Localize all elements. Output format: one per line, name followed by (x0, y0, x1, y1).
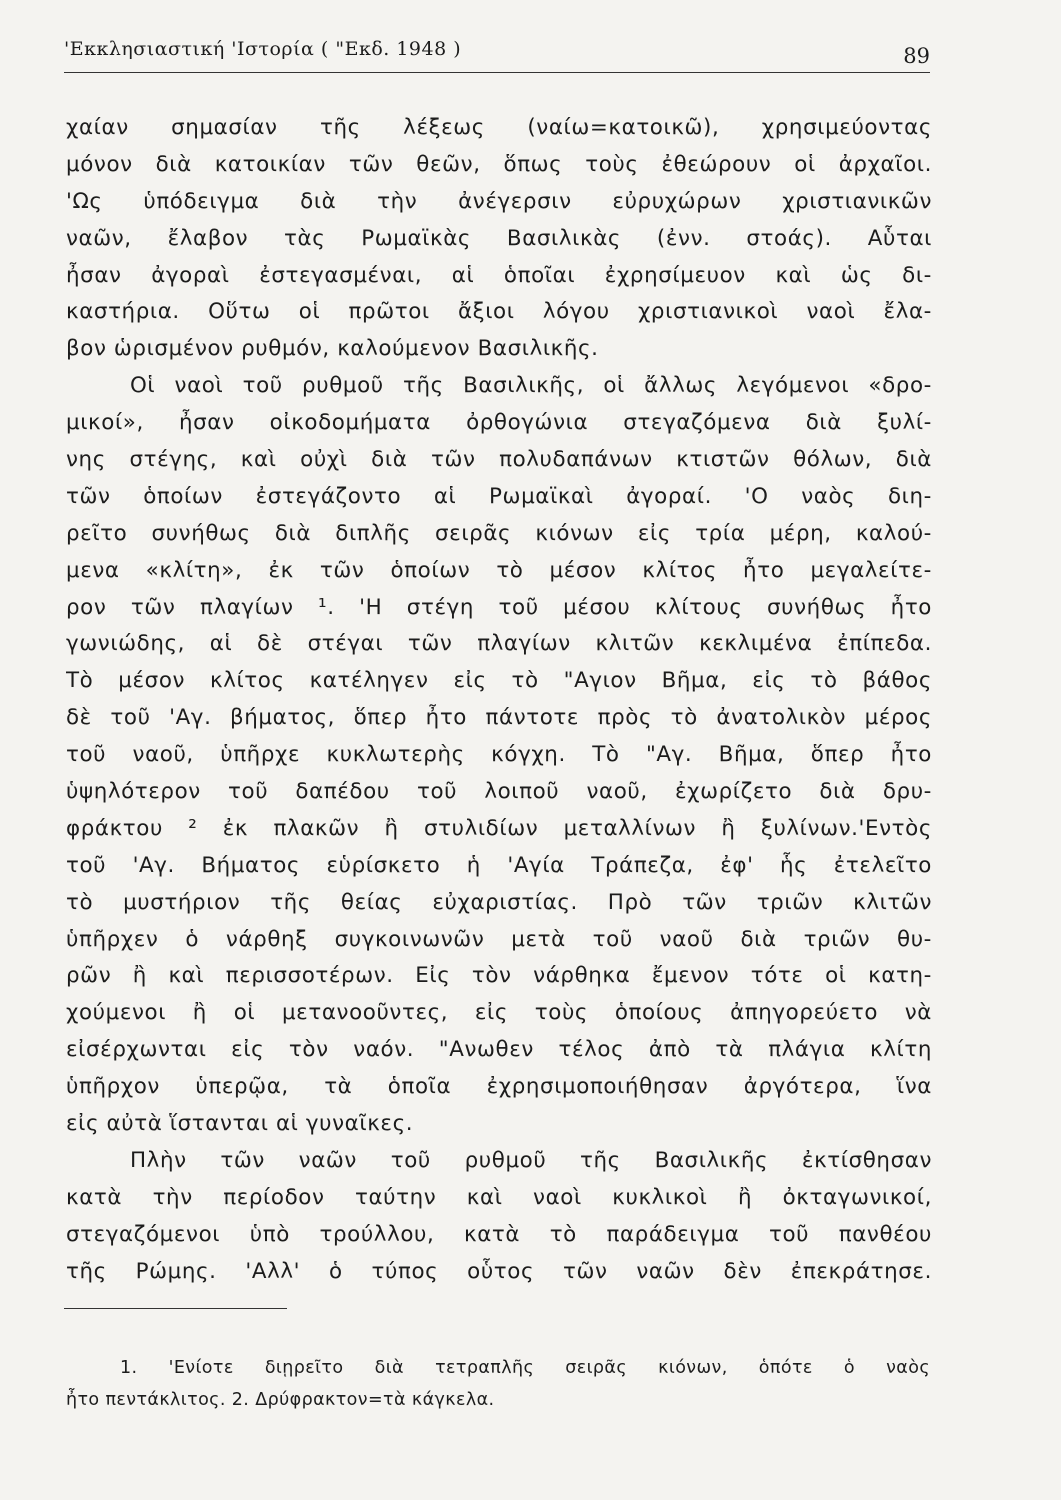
text-line: ἦσαν ἀγοραὶ ἐστεγασμέναι, αἱ ὁποῖαι ἐχρησίμευον καὶ ὡς δι- (66, 262, 932, 288)
text-line: τῶν ὁποίων ἐστεγάζοντο αἱ Ρωμαϊκαὶ ἀγοραί. 'Ο ναὸς διη- (66, 483, 932, 509)
text-line: τὸ μυστήριον τῆς θείας εὐχαριστίας. Πρὸ τῶν τριῶν κλιτῶν (66, 889, 932, 915)
text-line: ὑπῆρχον ὑπερῷα, τὰ ὁποῖα ἐχρησιμοποιήθησαν ἀργότερα, ἵνα (66, 1074, 932, 1100)
text-line: νης στέγης, καὶ οὐχὶ διὰ τῶν πολυδαπάνων κτιστῶν θόλων, διὰ (66, 447, 932, 473)
body-text (66, 110, 932, 1291)
text-line: μικοί», ἦσαν οἰκοδομήματα ὀρθογώνια στεγαζόμενα διὰ ξυλί- (66, 410, 932, 436)
text-line: δὲ τοῦ 'Αγ. βήματος, ὅπερ ἦτο πάντοτε πρὸς τὸ ἀνατολικὸν μέρος (66, 705, 932, 731)
text-line: ναῶν, ἔλαβον τὰς Ρωμαϊκὰς Βασιλικὰς (ἐνν. στοάς). Αὗται (66, 225, 932, 251)
text-line: μενα «κλίτη», ἐκ τῶν ὁποίων τὸ μέσον κλίτος ἦτο μεγαλείτε- (66, 557, 932, 583)
text-line: χαίαν σημασίαν τῆς λέξεως (ναίω=κατοικῶ), χρησιμεύοντας (66, 115, 932, 140)
text-line: εἰσέρχωνται εἰς τὸν ναόν. "Ανωθεν τέλος ἀπὸ τὰ πλάγια κλίτη (66, 1037, 932, 1063)
text-line: χούμενοι ἢ οἱ μετανοοῦντες, εἰς τοὺς ὁποίους ἀπηγορεύετο νὰ (66, 1000, 932, 1026)
text-line: ρον τῶν πλαγίων ¹. 'Η στέγη τοῦ μέσου κλίτους συνήθως ἦτο (66, 594, 932, 620)
text-line: μόνον διὰ κατοικίαν τῶν θεῶν, ὅπως τοὺς ἐθεώρουν οἱ ἀρχαῖοι. (66, 151, 932, 177)
footnote-rule (64, 1308, 287, 1309)
page-header (64, 38, 930, 68)
page-number: 89 (903, 44, 930, 68)
text-line: καστήρια. Οὕτω οἱ πρῶτοι ἄξιοι λόγου χριστιανικοὶ ναοὶ ἔλα- (66, 299, 932, 325)
text-line: ρῶν ἢ καὶ περισσοτέρων. Εἰς τὸν νάρθηκα ἔμενον τότε οἱ κατη- (66, 963, 932, 989)
text-line: 'Ως ὑπόδειγμα διὰ τὴν ἀνέγερσιν εὐρυχώρων χριστιανικῶν (66, 188, 932, 214)
text-line: Τὸ μέσον κλίτος κατέληγεν εἰς τὸ "Αγιον Βῆμα, εἰς τὸ βάθος (66, 668, 932, 694)
header-rule (64, 72, 930, 73)
text-line: ὑψηλότερον τοῦ δαπέδου τοῦ λοιποῦ ναοῦ, ἐχωρίζετο διὰ δρυ- (66, 779, 932, 805)
text-line: κατὰ τὴν περίοδον ταύτην καὶ ναοὶ κυκλικοὶ ἢ ὀκταγωνικοί, (66, 1184, 932, 1210)
footnote-line: ἦτο πεντάκλιτος. 2. Δρύφρακτον=τὰ κάγκελα. (66, 1390, 495, 1410)
text-line: ρεῖτο συνήθως διὰ διπλῆς σειρᾶς κιόνων εἰς τρία μέρη, καλού- (66, 520, 932, 546)
text-line: γωνιώδης, αἱ δὲ στέγαι τῶν πλαγίων κλιτῶν κεκλιμένα ἐπίπεδα. (66, 631, 932, 657)
text-line: στεγαζόμενοι ὑπὸ τρούλλου, κατὰ τὸ παράδειγμα τοῦ πανθέου (66, 1221, 932, 1247)
text-line: Πλὴν τῶν ναῶν τοῦ ρυθμοῦ τῆς Βασιλικῆς ἐκτίσθησαν (130, 1147, 932, 1173)
text-line: τοῦ 'Αγ. Βήματος εὑρίσκετο ἡ 'Αγία Τράπεζα, ἐφ' ἧς ἐτελεῖτο (66, 852, 932, 878)
footnotes (66, 1352, 930, 1416)
text-line: εἰς αὐτὰ ἵστανται αἱ γυναῖκες. (66, 1111, 414, 1137)
text-line: Οἱ ναοὶ τοῦ ρυθμοῦ τῆς Βασιλικῆς, οἱ ἄλλως λεγόμενοι «δρο- (130, 373, 932, 399)
text-line: τῆς Ρώμης. 'Αλλ' ὁ τύπος οὗτος τῶν ναῶν δὲν ἐπεκράτησε. (66, 1258, 932, 1284)
running-title: 'Εκκλησιαστική 'Ιστορία ( "Εκδ. 1948 ) (64, 38, 462, 60)
text-line: βον ὡρισμένον ρυθμόν, καλούμενον Βασιλικῆς. (66, 336, 599, 362)
footnote-line: 1. 'Ενίοτε διῃρεῖτο διὰ τετραπλῆς σειρᾶς κιόνων, ὁπότε ὁ ναὸς (120, 1358, 930, 1378)
text-line: τοῦ ναοῦ, ὑπῆρχε κυκλωτερὴς κόγχη. Τὸ "Αγ. Βῆμα, ὅπερ ἦτο (66, 742, 932, 768)
text-line: φράκτου ² ἐκ πλακῶν ἢ στυλιδίων μεταλλίνων ἢ ξυλίνων.'Εντὸς (66, 815, 932, 841)
text-line: ὑπῆρχεν ὁ νάρθηξ συγκοινωνῶν μετὰ τοῦ ναοῦ διὰ τριῶν θυ- (66, 926, 932, 952)
